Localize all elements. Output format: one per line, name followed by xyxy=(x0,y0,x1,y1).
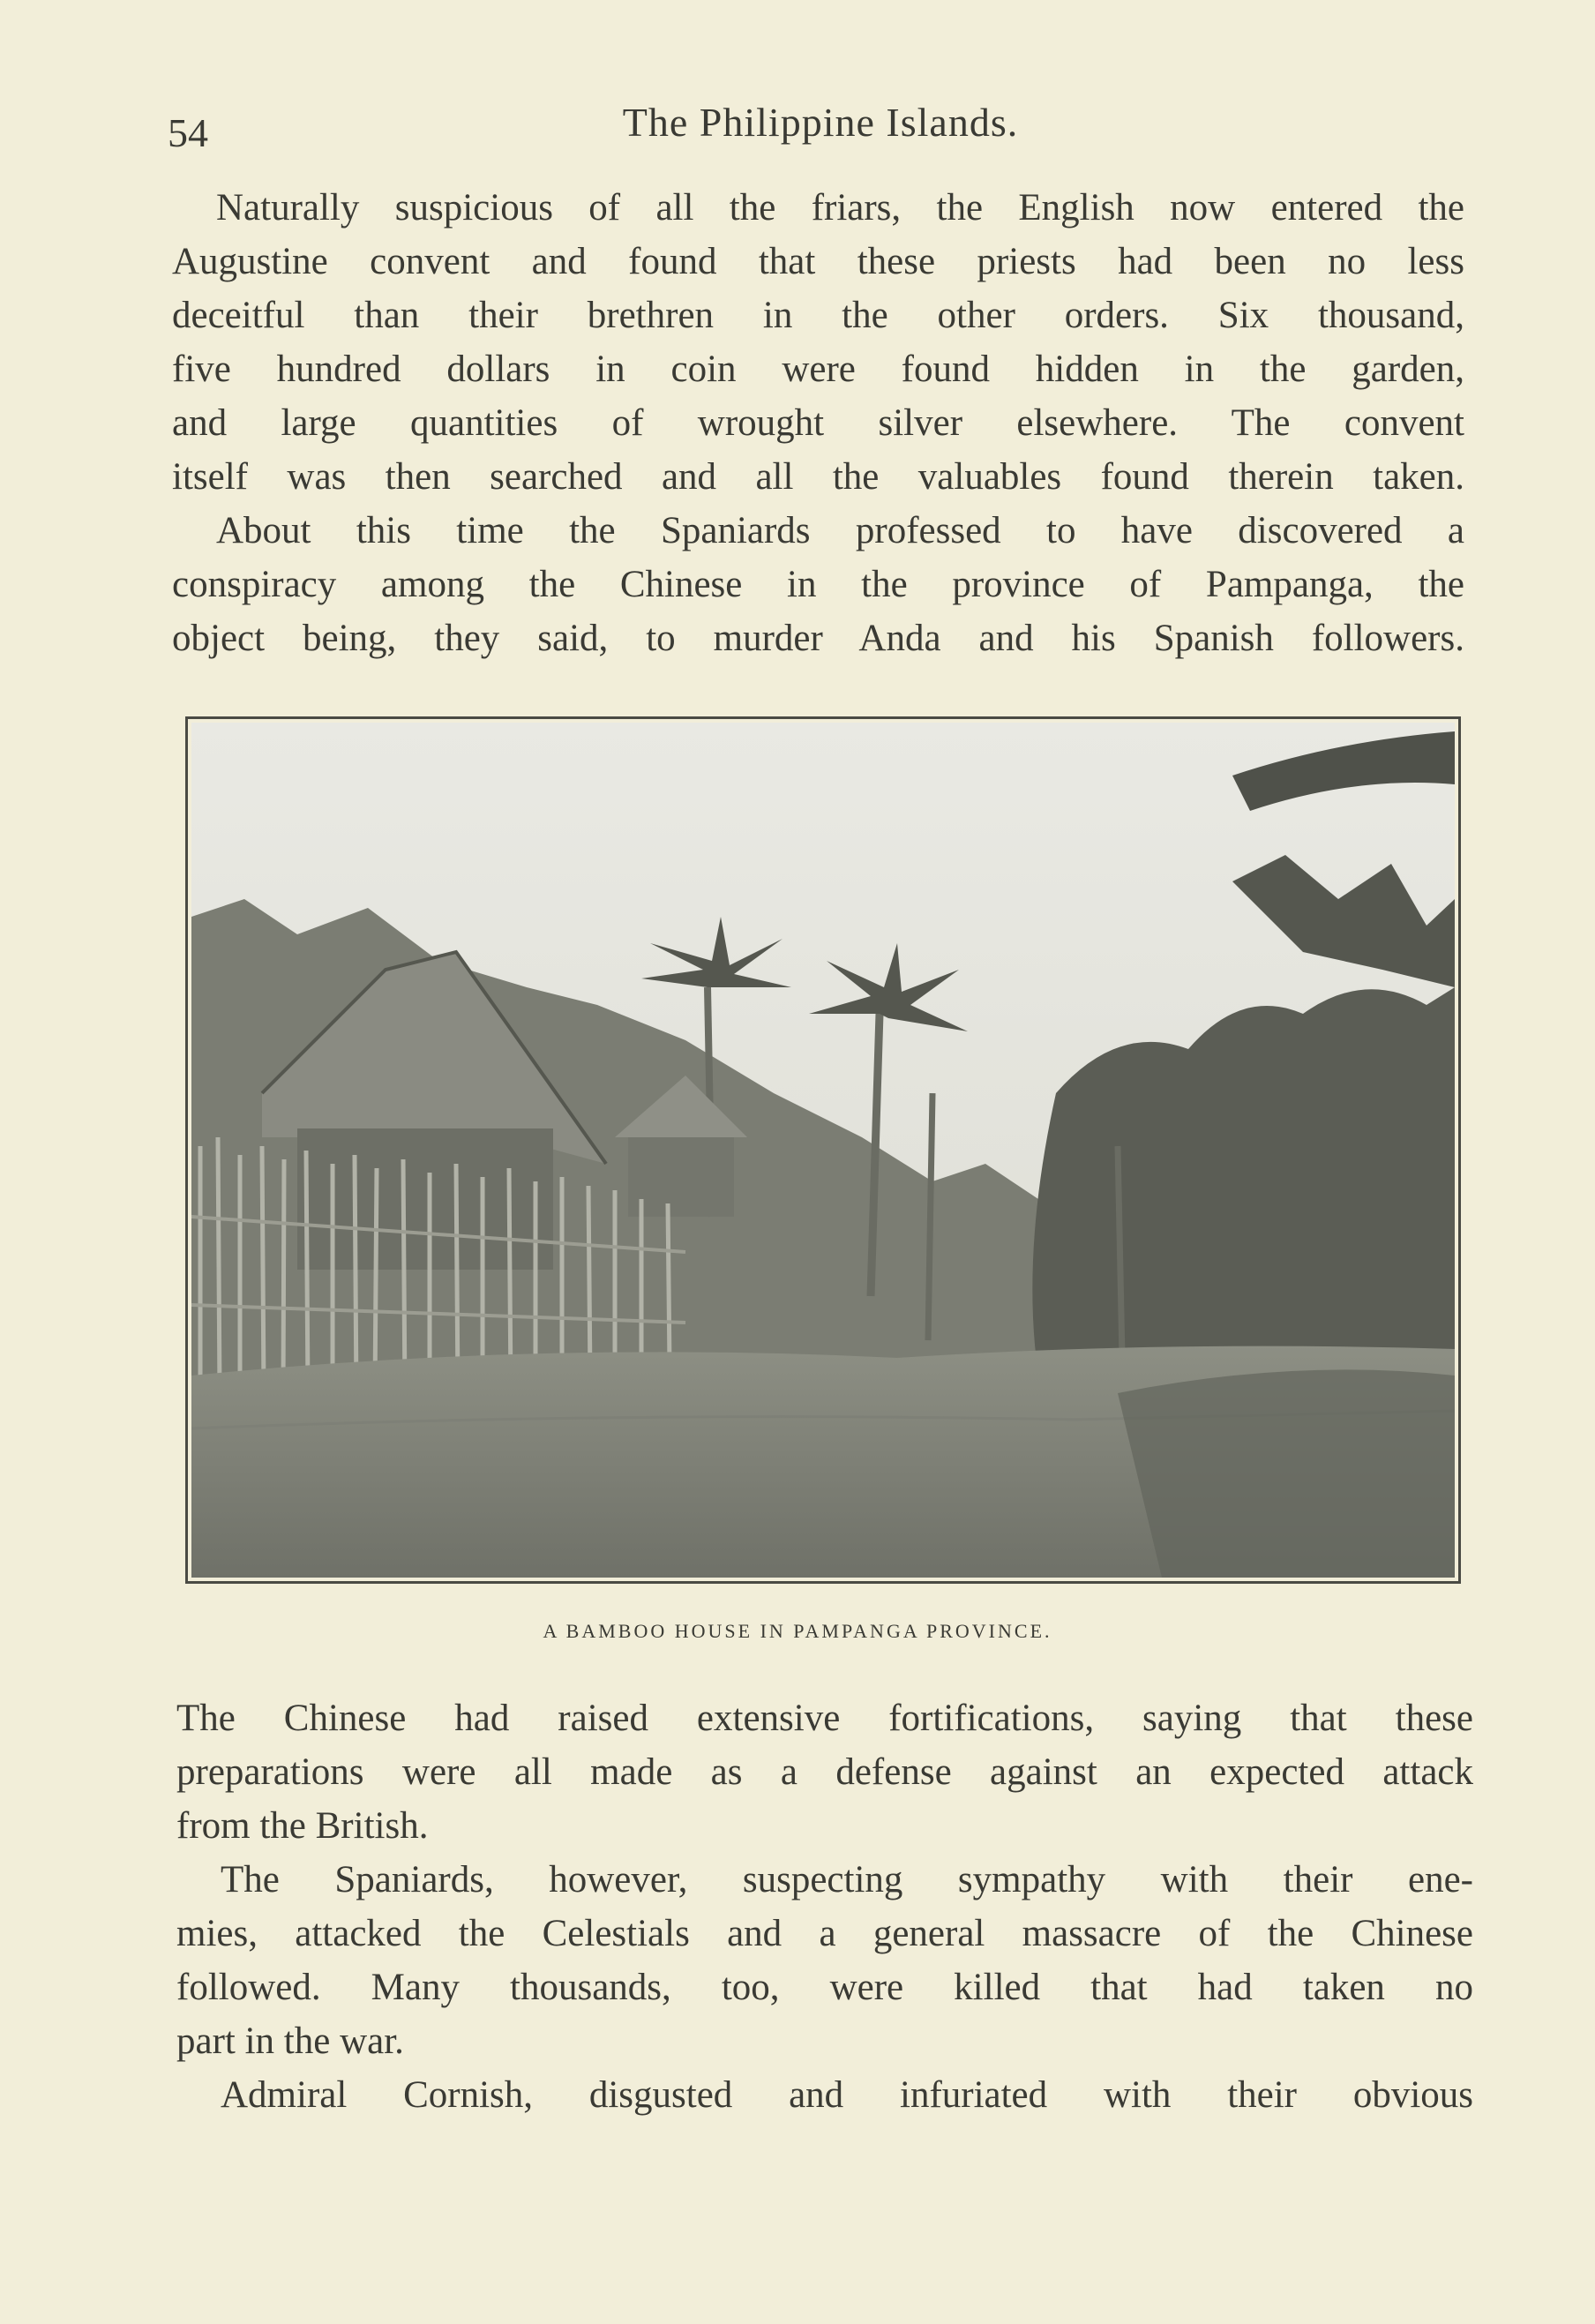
text-line: itself was then searched and all the valuables found therein taken. xyxy=(172,456,1464,498)
text-line: five hundred dollars in coin were found hidden in the garden, xyxy=(172,349,1464,390)
top-text-block xyxy=(172,181,1464,665)
text-line: deceitful than their brethren in the other orders. Six thousand, xyxy=(172,295,1464,336)
text-line: conspiracy among the Chinese in the province of Pampanga, the xyxy=(172,564,1464,605)
page-number: 54 xyxy=(168,110,208,155)
text-line: part in the war. xyxy=(176,2020,404,2062)
text-line: Naturally suspicious of all the friars, the English now entered the xyxy=(216,187,1464,229)
text-line: object being, they said, to murder Anda and his Spanish followers. xyxy=(172,618,1464,659)
text-line: Admiral Cornish, disgusted and infuriated with their obvious xyxy=(221,2074,1473,2116)
text-line: The Spaniards, however, suspecting sympathy with their ene- xyxy=(221,1859,1473,1900)
bamboo-house-photo xyxy=(191,723,1455,1578)
text-line: and large quantities of wrought silver elsewhere. The convent xyxy=(172,402,1464,444)
text-line: About this time the Spaniards professed to have discovered a xyxy=(216,510,1464,551)
text-line: followed. Many thousands, too, were killed that had taken no xyxy=(176,1967,1473,2008)
text-line: mies, attacked the Celestials and a general massacre of the Chinese xyxy=(176,1913,1473,1954)
photograph-figure xyxy=(185,716,1461,1584)
page-header xyxy=(168,99,1473,155)
figure-caption: A BAMBOO HOUSE IN PAMPANGA PROVINCE. xyxy=(543,1620,1052,1642)
text-line: Augustine convent and found that these priests had been no less xyxy=(172,241,1464,282)
running-title: The Philippine Islands. xyxy=(622,100,1019,145)
text-line: The Chinese had raised extensive fortifications, saying that these xyxy=(176,1698,1473,1739)
text-line: preparations were all made as a defense against an expected attack xyxy=(176,1751,1473,1793)
bottom-text-block xyxy=(176,1691,1473,2122)
text-line: from the British. xyxy=(176,1805,429,1847)
